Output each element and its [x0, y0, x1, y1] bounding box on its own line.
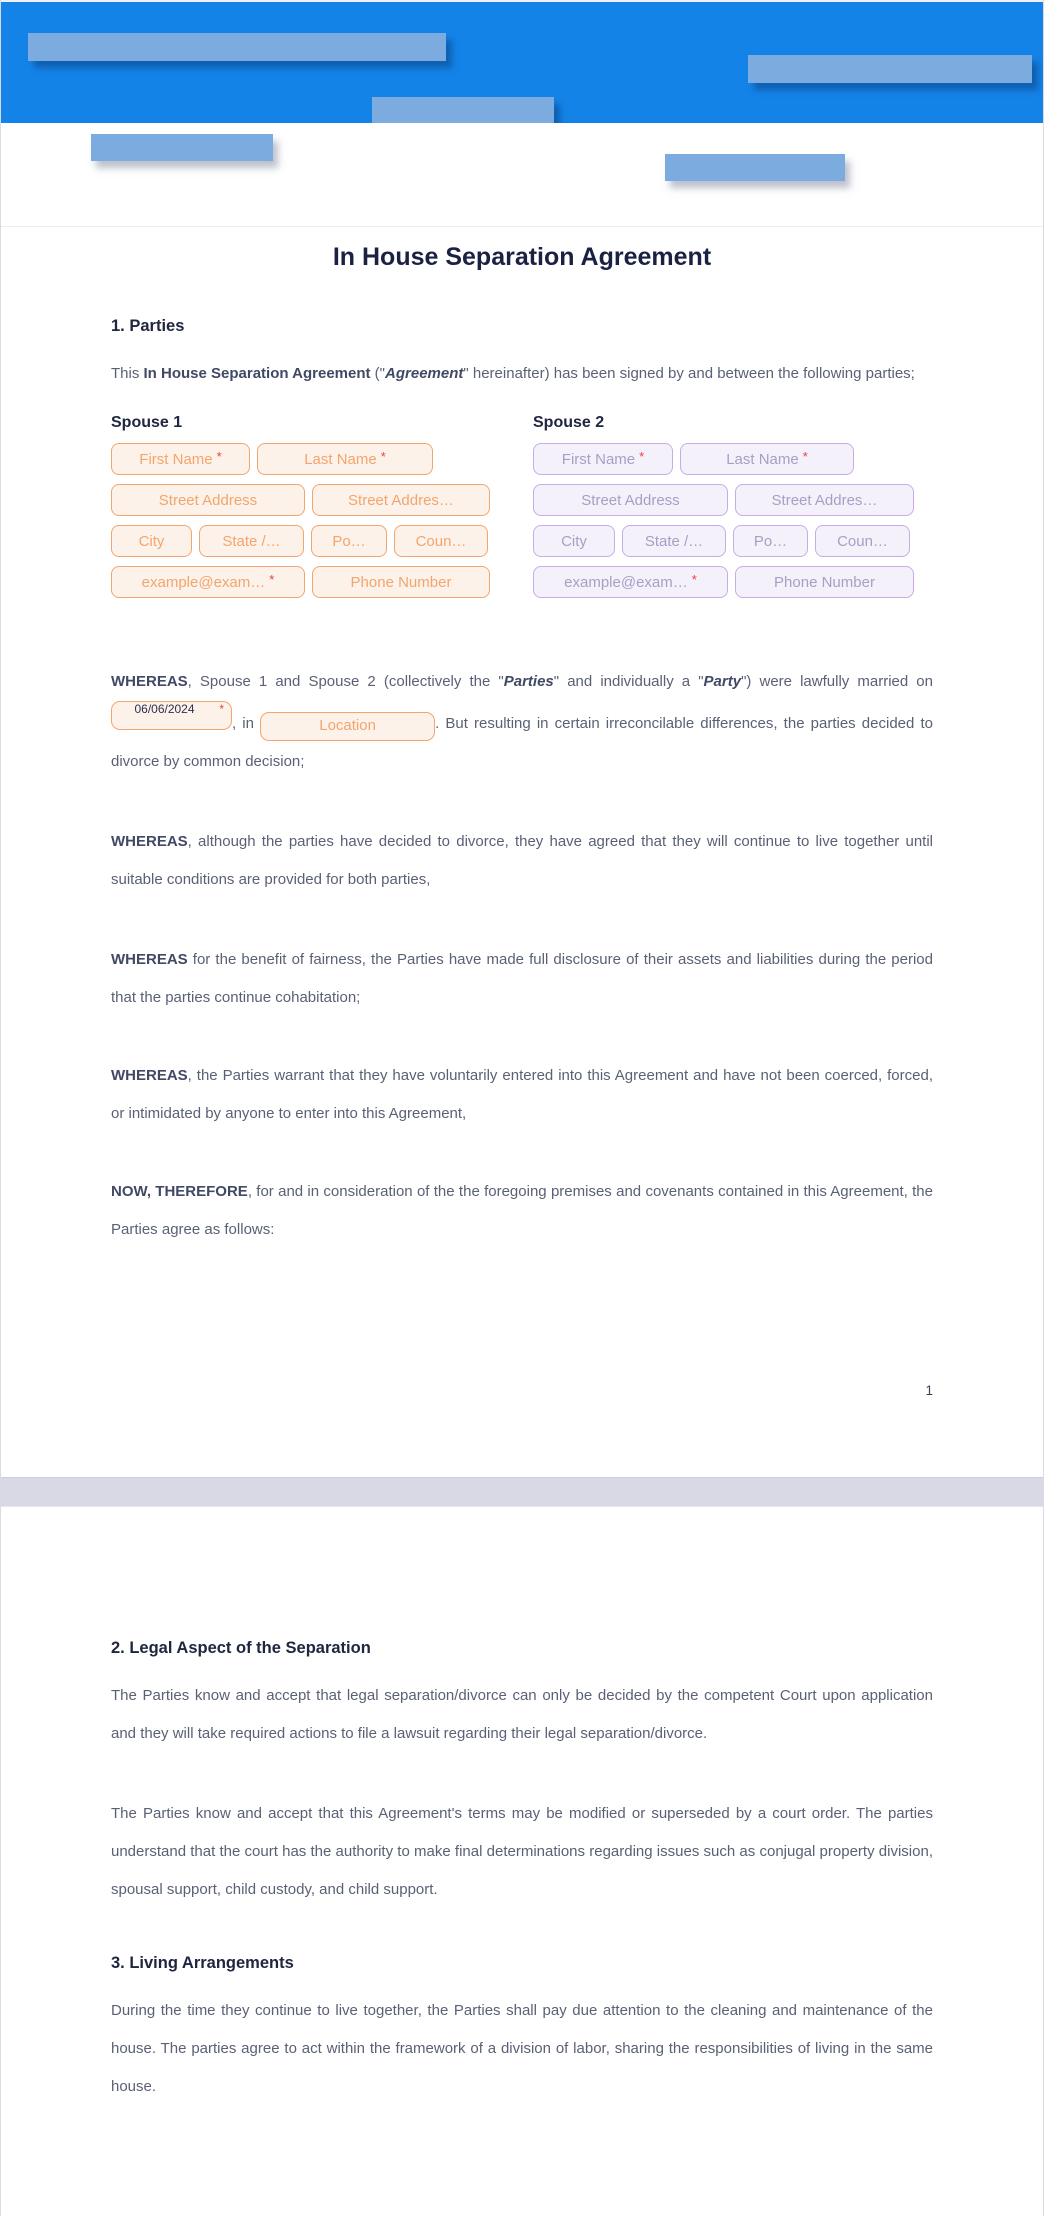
field-row [111, 484, 492, 516]
field-row [111, 566, 492, 598]
whereas-1-text-end: . But resulting in certain irreconcilable differences, the parties decided to divorce by common decision; [111, 715, 933, 770]
spouse-1-fields [111, 443, 492, 598]
legal-aspect-paragraph-2: The Parties know and accept that this Agreement's terms may be modified or superseded by a court order. The parties understand that the court has the authority to make final determinations regarding issues such as conjugal property division, spousal support, child custody, and child support. [111, 1805, 933, 1898]
field-placeholder-label: Po… [332, 532, 366, 550]
field-placeholder-label: Last Name [726, 450, 799, 468]
whereas-paragraph-4: WHEREAS, the Parties warrant that they have voluntarily entered into this Agreement and have not been coerced, forced, or intimidated by anyone to enter into this Agreement, [111, 1067, 933, 1122]
field-row [533, 566, 914, 598]
marriage-date-value: 06/06/2024 [134, 702, 195, 716]
spouse-1-column [111, 414, 492, 607]
document-page-2 [1, 1507, 1043, 2216]
field-placeholder-label: State /… [644, 532, 704, 550]
field-placeholder-label: Phone Number [350, 573, 452, 591]
field-placeholder-label: City [138, 532, 165, 550]
section-heading-living-arrangements: 3. Living Arrangements [111, 1954, 294, 1972]
spouse-fields-section [111, 414, 933, 607]
field-coun[interactable] [815, 525, 910, 557]
field-placeholder-label: Street Addres… [771, 491, 878, 509]
field-street-address[interactable] [111, 484, 305, 516]
legal-aspect-paragraph-1: The Parties know and accept that legal separation/divorce can only be decided by the competent Court upon application and they will take required actions to file a lawsuit regarding their legal separation/divorce. [111, 1687, 933, 1742]
field-street-addres[interactable] [312, 484, 490, 516]
field-placeholder-label: City [561, 532, 587, 550]
field-city[interactable] [533, 525, 615, 557]
now-therefore-paragraph: NOW, THEREFORE, for and in consideration of the the foregoing premises and covenants contained in this Agreement, the Parties agree as follows: [111, 1183, 933, 1238]
section-heading-legal-aspect: 2. Legal Aspect of the Separation [111, 1639, 371, 1657]
skeleton-placeholder-bar [748, 55, 1032, 83]
field-row [111, 525, 492, 557]
whereas-1-infix: , in [232, 715, 261, 732]
skeleton-placeholder-bar [28, 33, 446, 61]
document-page-1 [1, 227, 1043, 1477]
skeleton-placeholder-bar [665, 154, 845, 181]
field-placeholder-label: Phone Number [774, 573, 875, 591]
field-placeholder-label: Street Addres… [348, 491, 454, 509]
field-coun[interactable] [394, 525, 488, 557]
field-street-addres[interactable] [735, 484, 914, 516]
field-po[interactable] [311, 525, 387, 557]
header-logo-strip [1, 123, 1043, 227]
skeleton-placeholder-bar [91, 134, 273, 161]
section-heading-parties: 1. Parties [111, 317, 185, 335]
field-placeholder-label: example@exam… [141, 573, 266, 591]
field-placeholder-label: State /… [222, 532, 281, 550]
field-state[interactable] [622, 525, 726, 557]
field-placeholder-label: First Name [561, 450, 636, 468]
spouse-2-fields [533, 443, 914, 598]
field-city[interactable] [111, 525, 192, 557]
field-last-name[interactable]: Last Name * [680, 443, 854, 475]
marriage-date-field[interactable] [111, 701, 232, 730]
field-street-address[interactable] [533, 484, 728, 516]
field-state[interactable] [199, 525, 304, 557]
field-example-exam[interactable]: example@exam… * [533, 566, 728, 598]
field-row [533, 525, 914, 557]
field-row [533, 484, 914, 516]
field-phone-number[interactable] [735, 566, 914, 598]
document-title: In House Separation Agreement [332, 243, 712, 271]
marriage-location-field[interactable] [260, 712, 435, 741]
spouse-1-heading: Spouse 1 [111, 414, 183, 431]
field-placeholder-label: Street Address [158, 491, 258, 509]
field-placeholder-label: example@exam… [564, 573, 688, 591]
whereas-paragraph-3: WHEREAS for the benefit of fairness, the Parties have made full disclosure of their assets and liabilities during the period that the parties continue cohabitation; [111, 951, 933, 1006]
form-header-banner [1, 2, 1043, 123]
page-number: 1 [925, 1383, 933, 1398]
spouse-2-heading: Spouse 2 [533, 414, 605, 431]
spouse-2-column [533, 414, 914, 607]
location-placeholder: Location [319, 717, 376, 734]
field-row [111, 443, 492, 475]
field-placeholder-label: Coun… [415, 532, 467, 550]
field-example-exam[interactable]: example@exam… * [111, 566, 305, 598]
field-placeholder-label: Street Address [581, 491, 680, 509]
whereas-1-text-start: WHEREAS, Spouse 1 and Spouse 2 (collectively the "Parties" and individually a "Party") were lawfully married on [111, 673, 933, 690]
intro-paragraph: This In House Separation Agreement ("Agreement" hereinafter) has been signed by and between the following parties; [111, 365, 915, 382]
field-first-name[interactable]: First Name * [111, 443, 250, 475]
field-placeholder-label: Po… [753, 532, 788, 550]
whereas-paragraph-1 [111, 663, 933, 781]
field-last-name[interactable]: Last Name * [257, 443, 433, 475]
required-asterisk: * [219, 702, 224, 716]
whereas-paragraph-2: WHEREAS, although the parties have decided to divorce, they have agreed that they will continue to live together until suitable conditions are provided for both parties, [111, 833, 933, 888]
skeleton-placeholder-bar [372, 97, 554, 123]
field-first-name[interactable]: First Name * [533, 443, 673, 475]
field-phone-number[interactable] [312, 566, 490, 598]
living-arrangements-paragraph: During the time they continue to live together, the Parties shall pay due attention to the cleaning and maintenance of the house. The parties agree to act within the framework of a division of labor, sharing the responsibilities of living in the same house. [111, 2002, 933, 2095]
field-po[interactable] [733, 525, 808, 557]
field-row [533, 443, 914, 475]
field-placeholder-label: Coun… [837, 532, 888, 550]
field-placeholder-label: First Name [139, 450, 213, 468]
page-break-gap [1, 1477, 1043, 1507]
field-placeholder-label: Last Name [304, 450, 377, 468]
